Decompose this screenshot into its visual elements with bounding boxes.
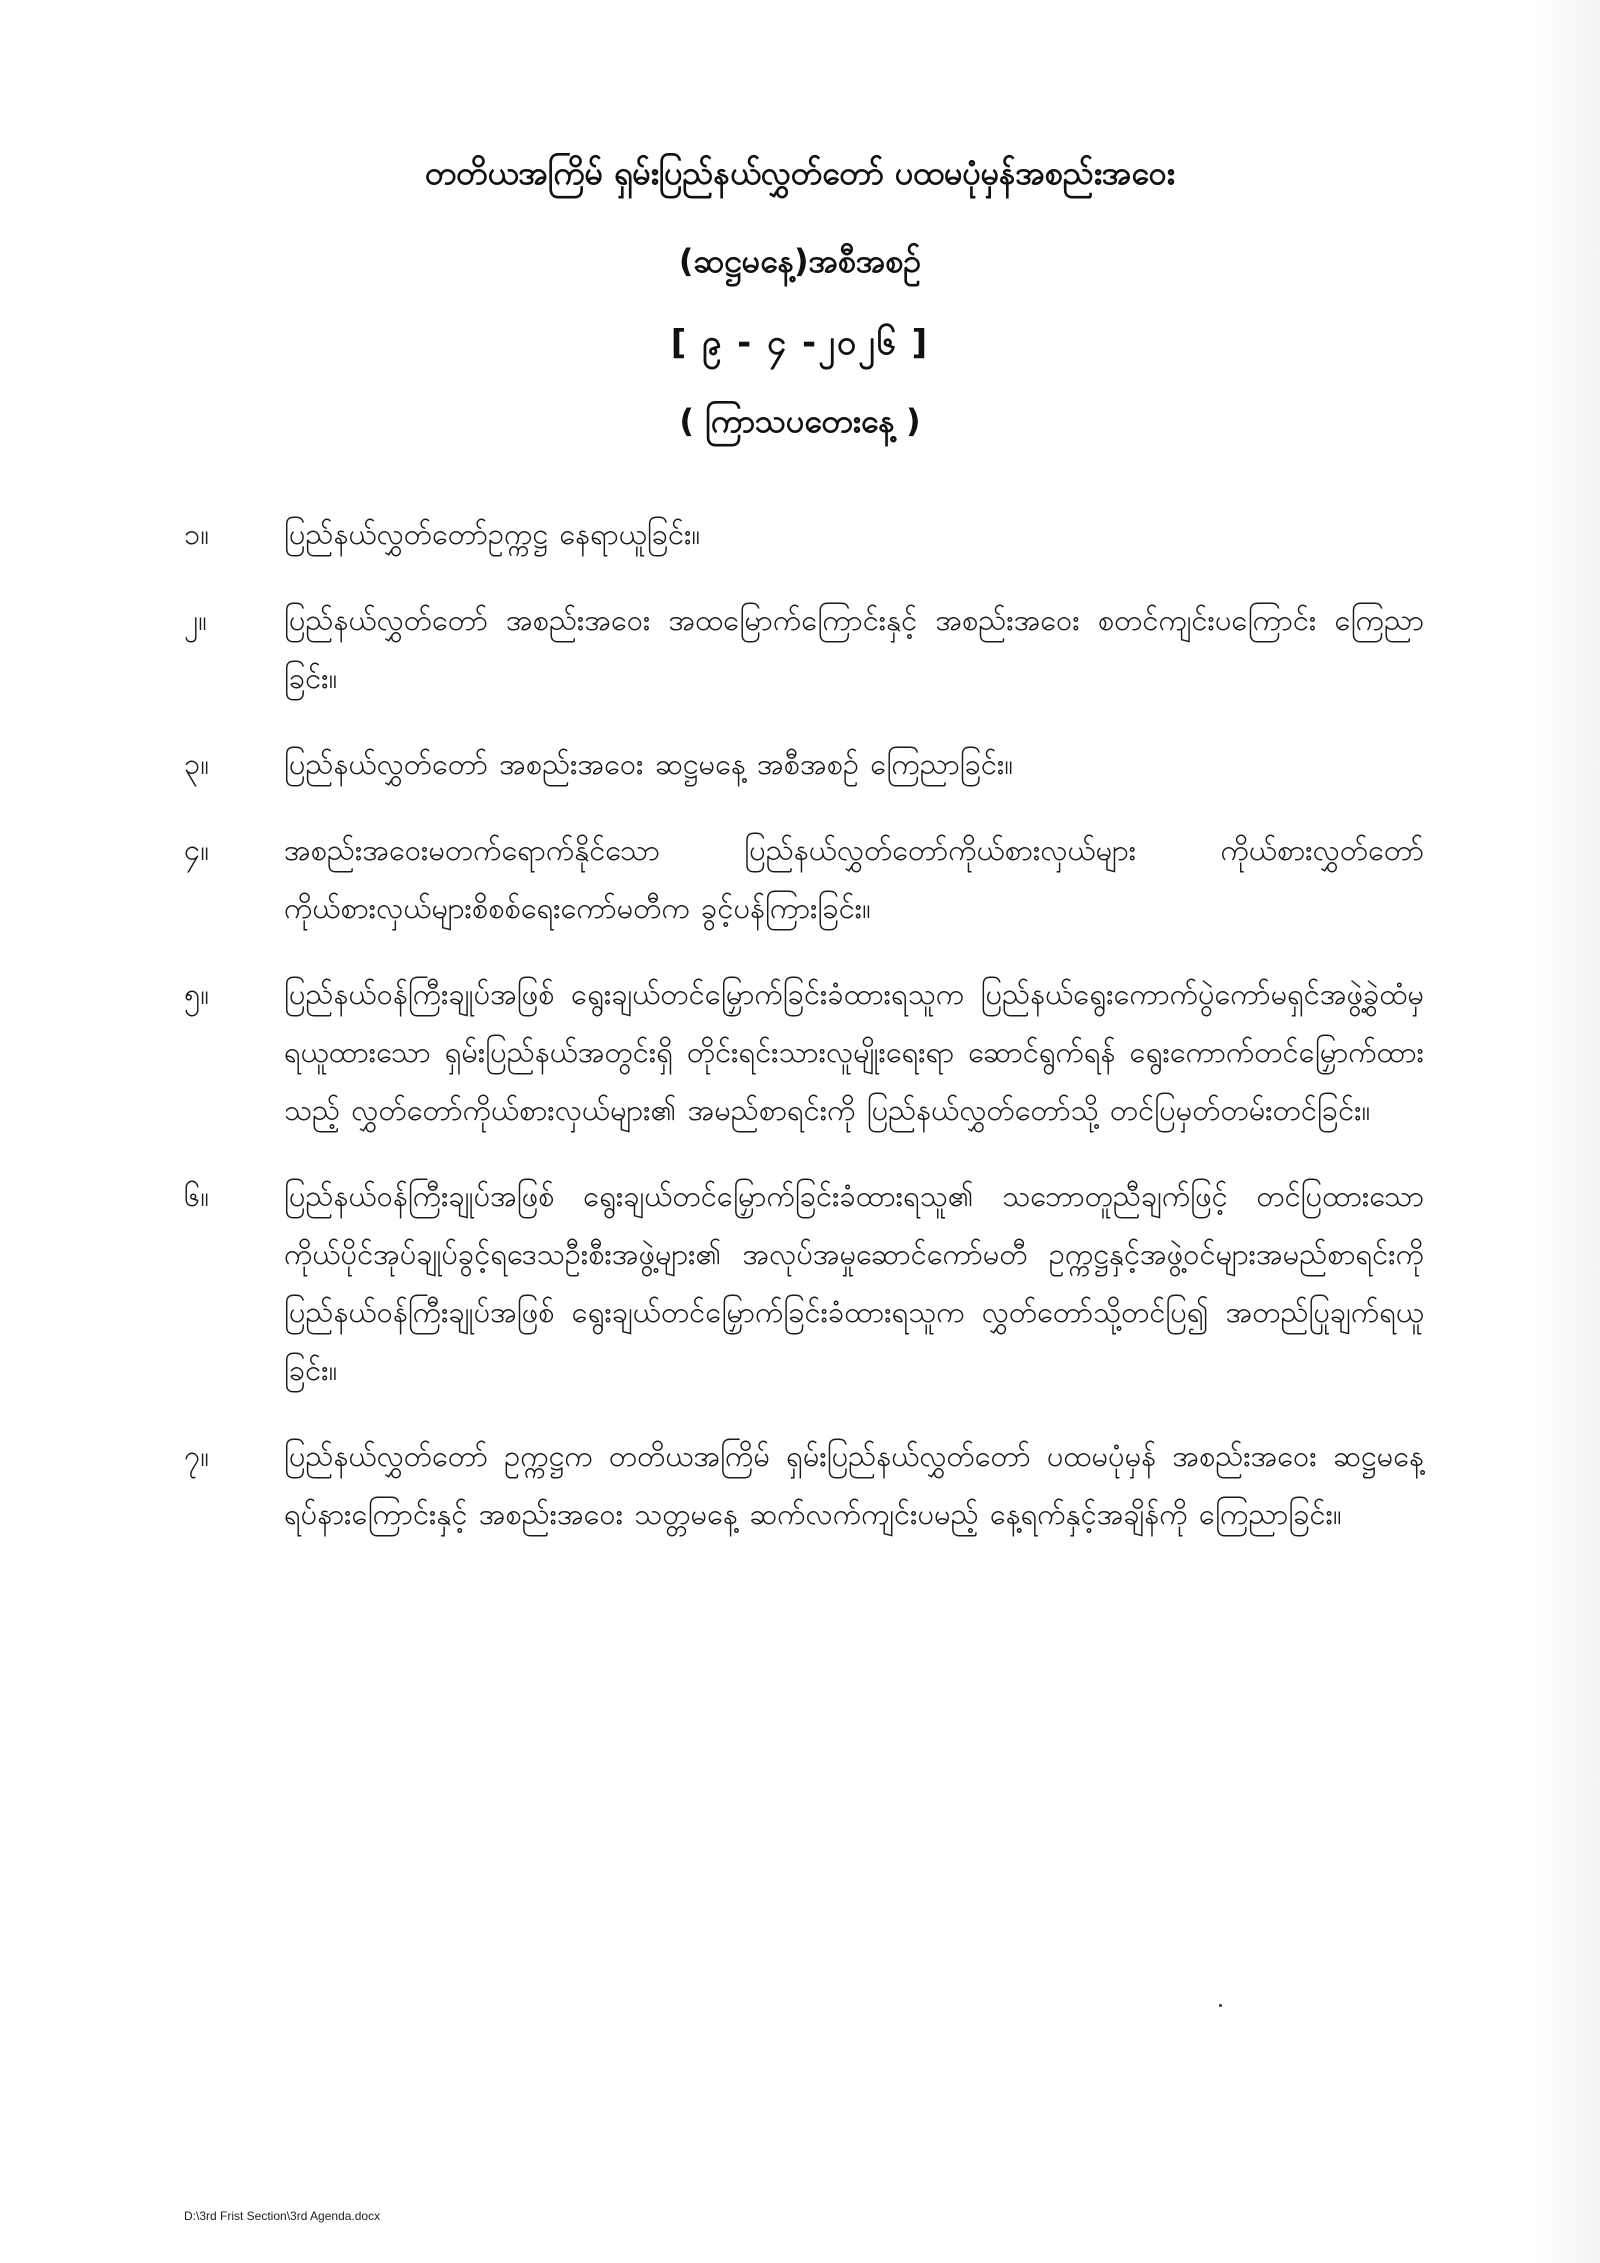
file-path-footer: D:\3rd Frist Section\3rd Agenda.docx [184, 2209, 381, 2223]
agenda-item-text: ပြည်နယ်ဝန်ကြီးချုပ်အဖြစ် ရွေးချယ်တင်မြှောက်ခြင်းခံထားရသူ၏ သဘောတူညီချက်ဖြင့် တင်ပြထားသော ကိုယ်ပိုင်အုပ်ချုပ်ခွင့်ရဒေသဦးစီးအဖွဲ့များ၏ အလုပ်အမှုဆောင်ကော်မတီ ဥက္ကဋ္ဌနှင့်အဖွဲ့ဝင်များအမည်စာရင်းကို ပြည်နယ်ဝန်ကြီးချုပ်အဖြစ် ရွေးချယ်တင်မြှောက်ခြင်းခံထားရသူက လွှတ်တော်သို့တင်ပြ၍ အတည်ပြုချက်ရယူခြင်း။ [284, 1179, 1424, 1387]
scan-speck [1219, 2004, 1222, 2007]
agenda-item-text: ပြည်နယ်လွှတ်တော်ဥက္ကဋ္ဌ နေရာယူခြင်း။ [284, 517, 701, 551]
agenda-item-text: ပြည်နယ်ဝန်ကြီးချုပ်အဖြစ် ရွေးချယ်တင်မြှောက်ခြင်းခံထားရသူက ပြည်နယ်ရွေးကောက်ပွဲကော်မရှင်အဖွဲ့ခွဲထံမှရယူထားသော ရှမ်းပြည်နယ်အတွင်းရှိ တိုင်းရင်းသားလူမျိုးရေးရာ ဆောင်ရွက်ရန် ရွေးကောက်တင်မြှောက်ထားသည့် လွှတ်တော်ကိုယ်စားလှယ်များ၏ အမည်စာရင်းကို ပြည်နယ်လွှတ်တော်သို့ တင်ပြမှတ်တမ်းတင်ခြင်း။ [284, 977, 1424, 1127]
agenda-item-text: အစည်းအဝေးမတက်ရောက်နိုင်သော ပြည်နယ်လွှတ်တော်ကိုယ်စားလှယ်များ ကိုယ်စားလွှတ်တော်ကိုယ်စားလှယ်များစိစစ်ရေးကော်မတီက ခွင့်ပန်ကြားခြင်း။ [284, 833, 1424, 925]
agenda-item-number: ၇။ [184, 1439, 210, 1473]
agenda-list [184, 505, 1424, 1571]
agenda-item [184, 821, 1424, 937]
agenda-item-text: ပြည်နယ်လွှတ်တော် အစည်းအဝေး ဆဋ္ဌမနေ့ အစီအစဉ် ကြေညာခြင်း။ [284, 747, 1014, 781]
agenda-item-number: ၂။ [184, 603, 208, 637]
agenda-item-text: ပြည်နယ်လွှတ်တော် အစည်းအဝေး အထမြောက်ကြောင်းနှင့် အစည်းအဝေး စတင်ကျင်းပကြောင်း ကြေညာခြင်း။ [284, 603, 1424, 695]
agenda-item-number: ၄။ [184, 833, 210, 867]
agenda-item [184, 591, 1424, 707]
agenda-item-text: ပြည်နယ်လွှတ်တော် ဥက္ကဋ္ဌက တတိယအကြိမ် ရှမ်းပြည်နယ်လွှတ်တော် ပထမပုံမှန် အစည်းအဝေး ဆဋ္ဌမနေ့ ရပ်နားကြောင်းနှင့် အစည်းအဝေး သတ္တမနေ့ ဆက်လက်ကျင်းပမည့် နေ့ရက်နှင့်အချိန်ကို ကြေညာခြင်း။ [284, 1439, 1424, 1531]
agenda-item [184, 965, 1424, 1139]
agenda-subtitle: (ဆဋ္ဌမနေ့)အစီအစဉ် [678, 242, 922, 280]
agenda-item [184, 735, 1424, 793]
agenda-item-number: ၆။ [184, 1179, 210, 1213]
agenda-date: [ ၉ - ၄ -၂၀၂၆ ] [670, 323, 930, 363]
agenda-item-number: ၅။ [184, 977, 210, 1011]
agenda-title: တတိယအကြိမ် ရှမ်းပြည်နယ်လွှတ်တော် ပထမပုံမှန်အစည်းအဝေး [425, 154, 1175, 192]
agenda-item [184, 505, 1424, 563]
agenda-weekday: ( ကြာသပတေးနေ့ ) [679, 402, 921, 440]
agenda-item-number: ၃။ [184, 747, 210, 781]
agenda-item-number: ၁။ [184, 517, 210, 551]
agenda-item [184, 1167, 1424, 1399]
agenda-item [184, 1427, 1424, 1543]
